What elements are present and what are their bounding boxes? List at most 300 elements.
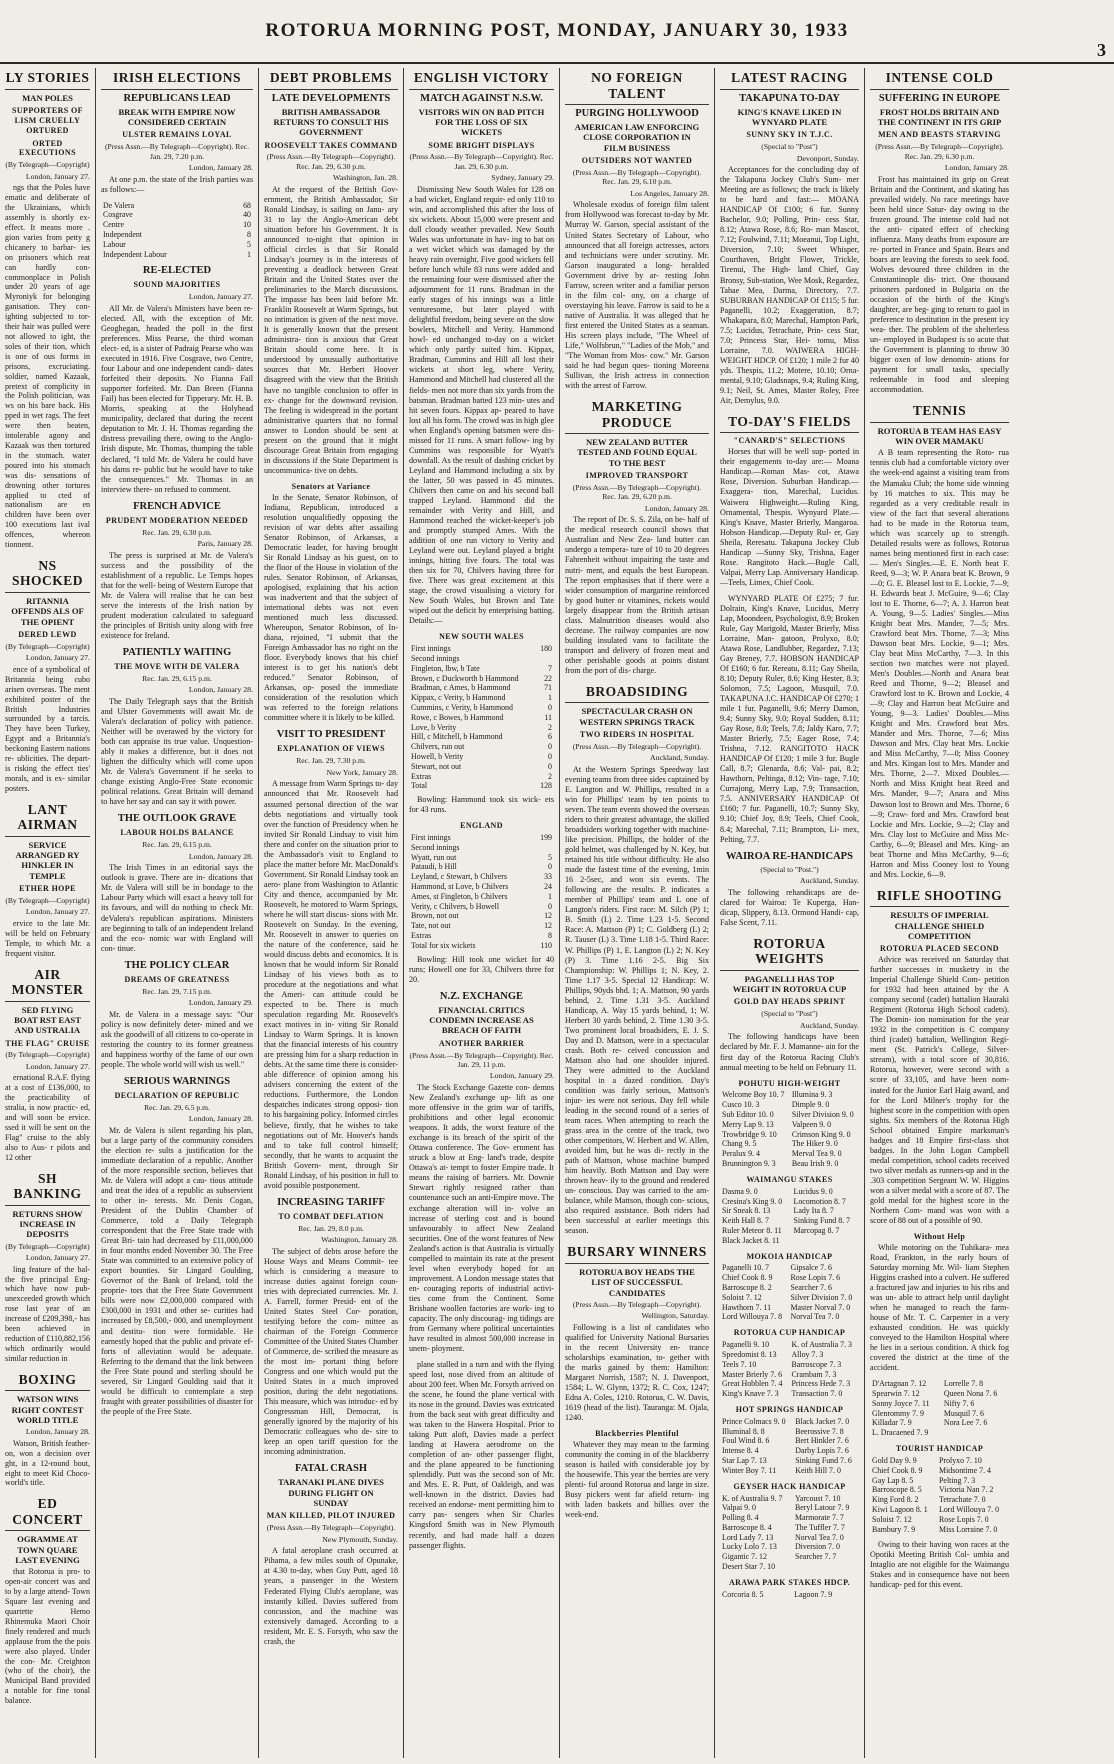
table-row: [720, 1533, 859, 1543]
article: [101, 501, 253, 641]
subheadline: WAIROA RE-HANDICAPS: [726, 850, 853, 862]
table-cell: Teels 7. 10: [722, 1359, 757, 1369]
article-body: All Mr. de Valera's Ministers have been re-elected. All, with the exception of Mr. Geoghegan, headed the poll in the first preferences. Miss Pearse, the third woman elect- ed, is a sister of Padraig Pearse who was executed in 1916. Five Cosgrave, two Centre, four Labour and one independent candi- dates forfeited their deposits. No Fianna Fail supporter forfeited. Mr. Dan Breen (Fianna Fail) has been elected for Tipperary. Mr. H. B. Morris, speaking at the Holyhead municipality, declared that during the recent deputation to Mr. J. H. Thomas regarding the distress prevailing there, owing to the Anglo- Irish dispute, Mr. Thomas, thumping the table declared, "I told Mr. de Valera he could have his dams re- public but he would have to take the consequences." Mr. Thomas in an interview there- on refused to comment.: [101, 304, 253, 494]
article-body: Wholesale exodus of foreign film talent from Hollywood was forecast to-day by Mr. Murray W. Garson, special assistant of the United States Secretary of Labour, who announced that all foreign actresses, actors and technicians were under scrutiny. Mr. Garson inaugurated a long- heralded Government drive by ar- resting John Farrow, screen writer and a familiar person in the film col- ony, on a charge of overstaying his leave. Farrow is said to be a native of Australia. It was alleged that he first entered the United States as a seaman. His screen plays include, "The Wheel of Life," Wolfsbrun," "Ladies of the Mob," and "The Woman from Mos- cow." Mr. Garson said he had begun ques- tioning Moreena Sullivan, the Irish actress in connection with the arrest of Farrow.: [565, 200, 709, 390]
subheadline: RE-ELECTED: [142, 265, 212, 277]
table-cell: Second innings: [411, 653, 460, 663]
table-cell: Silver Division 7. 0: [790, 1292, 853, 1302]
table-row: [870, 1476, 1009, 1486]
section-label: NEW SOUTH WALES: [439, 632, 524, 642]
table-cell: Howell, b Verity: [411, 751, 464, 761]
article: [5, 1169, 90, 1364]
table-cell: Transaction 7. 0: [791, 1389, 843, 1399]
table-cell: Barroscope 8. 2: [722, 1283, 772, 1293]
headline: NS SHOCKED: [5, 556, 90, 593]
article: [264, 1463, 398, 1646]
table-cell: Beau Irish 9. 0: [791, 1159, 839, 1169]
table-row: [101, 240, 253, 250]
table-row: [870, 1399, 1009, 1409]
table-row: [720, 1149, 859, 1159]
article-body: Frost has maintained its grip on Great Britain and the Continent, and skating has prevailed widely. No race meetings have been held since Satur- day owing to the frozen ground. The intense cold had not the anti- cipated effect of checking influenza. Many deaths from exposure are re- ported in France and Spain. Bears and boars are leaving the forests to seek food. Wolves devoured three children in the Constantinople dis- trict. One thousand prisoners pardoned in Bulgaria on the occasion of the birth of the King's daughter, are beg- ging to return to gaol in preference to destitution in the present icy wea- ther. The problem of the shelterless un- employed in Budapest is so acute that the Government is planning to throw 30 bigger oxen of low denomin- ations for payment for small tasks, specially redeemable in food and sleeping accommodation.: [870, 174, 1009, 395]
table-row: [720, 1446, 859, 1456]
dateline: London, January 27.: [188, 292, 253, 302]
table-cell: Merval Tea 9. 0: [791, 1149, 842, 1159]
table-row: [720, 1427, 859, 1437]
table-cell: Keith Hall 8. 7: [722, 1216, 769, 1226]
table-cell: The Hiker 9. 0: [791, 1139, 838, 1149]
article: [264, 1197, 398, 1458]
table-row: [409, 772, 554, 782]
table-cell: Kiwi Lagoon 8. 1: [872, 1504, 928, 1514]
table-row: [870, 1485, 1009, 1495]
article-body: A B team representing the Roto- rua tennis club had a comfortable victory over the week-end against a visiting team from the Mamaku Club; the home side winning by 16 matches to six. This may be regarded as a very creditable result in view of the fact that several alterations had to be made in the Rotorua team, which was scarcely up to strength. Detailed results were as follows, Rotorua names being mentioned first in each case:— Men's Singles.—E. E. North beat F. Reed, 9—3; W. P. Anara beat K. Brown, 9—0; G. E. Bleasel lost to E. Lockie, 7—9; H. Edwards beat J. McGuire, 9—6; Clay lost to E. Thorne, 6—7; A. J. Harron beat A. Young, 9—5. Ladies' Singles.—Miss Knight beat Mrs. Mander, 7—5; Mrs. Crawford beat Mrs. Thorne, 7—3; Miss Dawson beat Mrs. Lockie, 9—1; Mrs. Clay beat Miss McCarthy, 7—3. In this section two matches were not played. Men's Doubles.—North and Anara beat Reed and Thorne, 9—2; Bleasel and Crawford lost to K. Brown and Lockie, 4—9; Clay and Harron beat McGuire and Young, 9—3. Ladies' Doubles.—Miss Knight and Mrs. Crawford beat Mrs. Mander and Mrs. Thorne, 7—6; Miss Dawson and Mrs. Clay beat Mrs. Lockie and Miss McCarthy, 7—0; Miss Cooney and Mrs. Kingan lost to Mrs. Mander and Mrs. Thorne, 2—7. Mixed Doubles.—North and Miss Knight beat Reed and Mrs. Mander, 9—7; Anara and Miss Dawson lost to Brown and Mrs. Thorne, 6—9; Craw- ford and Mrs. Crawford beat Lockie and Mrs. Lockie, 9—2; Clay and Mrs. Clay lost to McGuire and Miss Mc- Carthy, 6—9; Bleasel and Mrs. King- an beat Thorne and Miss McCarthy, 9—6; Harron and Miss Cooney lost to Young and Mrs. Lockie, 6—9.: [870, 448, 1009, 879]
table-row: [101, 220, 253, 230]
table-row: [870, 1495, 1009, 1505]
column-6: [864, 68, 1014, 1758]
table-row: [720, 1130, 859, 1140]
dateline-source: Rec. Jan. 29, 6.15 p.m.: [142, 840, 212, 850]
table-row: [720, 1503, 859, 1513]
subheadline: REPUBLICANS LEAD: [123, 92, 231, 104]
dateline-source: Rec. Jan. 29, 6.5 p.m.: [144, 1102, 210, 1112]
table-cell: Killadar 7. 9: [872, 1418, 912, 1428]
table-row: [870, 1379, 1009, 1389]
table-cell: Valpeen 9. 0: [791, 1119, 832, 1129]
dateline: London, January 28.: [944, 162, 1009, 172]
table-cell: Leyland, c Stewart, b Chilvers: [411, 872, 507, 882]
headline: MARKETING PRODUCE: [565, 397, 709, 434]
dateline: New Plymouth, Sunday.: [322, 1534, 398, 1544]
article-body: ling feature of the bal- the five principal Eng- which have now pub- unexceeded growth which rose last year of an increase of £209,398,- has been achieved in reduction of £110,882,156 which ordinarily would similar reduction in: [5, 1264, 90, 1363]
table-cell: Corcoria 8. 5: [722, 1589, 764, 1599]
section-label: ORTED EXECUTIONS: [19, 138, 76, 158]
table-cell: Independent Labour: [103, 249, 167, 259]
section-label: DERED LEWD: [18, 629, 77, 639]
dateline-source: (Press Assn.—By Telegraph—Copyright).: [572, 1299, 702, 1309]
table-cell: Illuminal 8. 8: [722, 1426, 765, 1436]
results-table: [720, 1263, 859, 1322]
table-cell: [534, 843, 554, 853]
article: [720, 1079, 859, 1169]
table-cell: Keith Hill 7. 0: [795, 1465, 841, 1475]
article-body: While motoring on the Tuhikara- mea Road, Frankton, in the early hours of Saturday morning Mr. Wil- liam Stephen Higgins crashed into a culvert. He suffered a fractured jaw and injuries to his ribs and was un- able to attract help until daylight when he managed to reach the farm- house of Mr. T. C. Carpenter in a very exhausted condition. He was quickly conveyed to the Hamilton Hospital where he lies in a serious condition. A thick fog covered the district at the time of the accident.: [870, 1242, 1009, 1373]
table-cell: Marcopag 8. 7: [793, 1225, 840, 1235]
dateline: Washington, Jan. 28.: [333, 173, 398, 183]
table-cell: 2: [548, 722, 552, 732]
article: [720, 851, 859, 928]
article-body: At the request of the British Gov- ernment, the British Ambassador, Sir Ronald Lindsay, is sailing on Janu- ary 31 to lay the Anglo-American debt situation before his Government. It is announced to-night that opinion in official circles is that Sir Ronald Lindsay's journey is in the interests of preventing a deadlock between Great Britain and the United States over the preliminaries to the March discussions. The impasse has been laid before Mr. Franklin Roosevelt at Warm Springs, but no intimation is given of the next move. It is generally known that the present administra- tion is anxious that Great Britain should come here. It is understood by unusually authoritative sources that Mr. Herbert Hoover disagreed with the view that the British have no tangible conclusion to offer in ex- change for the downward revision. The feeling is widespread in the portant administrative quarters that no formal answer to London should be sent at present on the ground that it might discourage Great Britain from engaging in discussions if the State Department is uncommunica- tive on debts.: [264, 184, 398, 475]
dateline-source: Rec. Jan. 29, 7.30 p.m.: [296, 756, 366, 766]
section-label: THE FLAG" CRUISE: [5, 1038, 90, 1048]
table-cell: Master Brierly 7. 6: [722, 1369, 783, 1379]
article-body: The following rehandicaps are de- clared for Wairoa: Te Kuperga, Han- dicap, Slippery, 8.13. Ormond Handi- cap, False Scent, 7.11.: [720, 887, 859, 927]
section-label: SOME BRIGHT DISPLAYS: [428, 140, 535, 150]
table-cell: Brown, not out: [411, 911, 459, 921]
table-cell: 199: [540, 833, 552, 843]
dateline: London, January 27.: [25, 653, 90, 663]
headline-deck: FROST HOLDS BRITAIN AND THE CONTINENT IN ITS GRIP: [877, 106, 1002, 127]
column-5: [714, 68, 864, 1758]
section-label: SOUND MAJORITIES: [133, 280, 221, 290]
table-cell: Barroscope 8. 5: [872, 1485, 922, 1495]
section-label: MOKOIA HANDICAP: [746, 1251, 833, 1261]
table-cell: Gay Lap 8. 5: [872, 1475, 914, 1485]
article-body: Owing to their having won races at the Opotiki Meeting British Col- umbia and Intaglio are not eligible for the Waimangu Stakes and in consequence have not been handicap- ped for this event.: [870, 1540, 1009, 1590]
table-row: [870, 1515, 1009, 1525]
article: [264, 68, 398, 476]
table-row: [720, 1206, 859, 1216]
table-cell: Black Jacket 8. 11: [722, 1235, 780, 1245]
dateline: London, January 27.: [25, 907, 90, 917]
table-cell: Pelting 7. 3: [939, 1475, 976, 1485]
table-cell: Ames, st Fingleton, b Chilvers: [411, 891, 508, 901]
table-cell: Verity, c Chilvers, b Howell: [411, 901, 500, 911]
table-cell: Hawthorn 7. 11: [722, 1302, 772, 1312]
headline: INTENSE COLD: [870, 68, 1009, 90]
article: [870, 1232, 1009, 1373]
table-cell: Trowbridge 9. 10: [722, 1129, 777, 1139]
results-table: [870, 1379, 1009, 1438]
table-cell: Hammond, st Love, b Chilvers: [411, 882, 509, 892]
table-cell: Merry Lap 9. 13: [722, 1119, 774, 1129]
article-body: A fatal aeroplane crash occurred at Pihama, a few miles south of Opunake, at 4.30 to-day, when Guy Putt, aged 18 years, a passenger in the Western Federated Flying Club's aeroplane, was instantly killed. Davies suffered from concussion, and the machine was extensively damaged. According to a resident, Mr. E. S. Forsyth, who saw the crash, the: [264, 1546, 398, 1646]
table-cell: Kippax, c Verity, b Hammond: [411, 693, 506, 703]
dateline-source: (Special to "Post."): [760, 864, 819, 874]
table-row: [409, 713, 554, 723]
table-row: [720, 1273, 859, 1283]
dateline-source: (Press Assn.—By Telegraph—Copyright). Rec. Jan. 29, 11 p.m.: [409, 1050, 554, 1070]
table-cell: 8: [247, 230, 251, 240]
section-label: SUNNY SKY IN T.J.C.: [746, 130, 833, 140]
section-label: DREAMS OF GREATNESS: [124, 974, 230, 984]
table-row: [720, 1283, 859, 1293]
section-label: TO COMBAT DEFLATION: [278, 1211, 384, 1221]
article: [264, 482, 398, 724]
table-cell: D'Artagnan 7. 12: [872, 1379, 927, 1389]
table-cell: Searcher 7. 6: [790, 1283, 832, 1293]
column-2: [258, 68, 403, 1758]
table-cell: Locomotion 8. 7: [793, 1196, 846, 1206]
headline-deck: OGRAMME AT TOWN QUARE LAST EVENING: [15, 1534, 80, 1566]
headline-deck: VISITORS WIN ON BAD PITCH FOR THE LOSS OF SIX WICKETS: [418, 106, 545, 138]
section-label: "CANARD'S" SELECTIONS: [733, 436, 846, 446]
headline: LATEST RACING: [720, 68, 859, 90]
headline-deck: ROTORUA B TEAM HAS EASY WIN OVER MAMAKU: [877, 425, 1002, 447]
table-cell: Chilvers, run out: [411, 742, 465, 752]
table-cell: Brunnington 9. 3: [722, 1159, 776, 1169]
table-cell: Alloy 7. 3: [791, 1349, 824, 1359]
table-cell: Rowe, c Bowes, b Hammond: [411, 712, 504, 722]
table-row: [409, 664, 554, 674]
headline-deck: MAN POLES: [22, 92, 73, 103]
headline: BURSARY WINNERS: [565, 1242, 709, 1264]
dateline-source: (Special to "Post"): [761, 142, 818, 152]
table-cell: Cresina's King 9. 0: [722, 1196, 783, 1206]
table-cell: Norval Tea 7. 0: [794, 1532, 844, 1542]
table-cell: Cusco 10. 3: [722, 1100, 760, 1110]
dateline: Auckland, Sunday.: [799, 876, 859, 886]
table-cell: Second innings: [411, 842, 460, 852]
table-cell: 71: [544, 683, 552, 693]
table-row: [720, 1216, 859, 1226]
article-body: At one p.m. the state of the Irish parties was as follows:—: [101, 174, 253, 194]
table-cell: Hill, c Mitchell, b Hammond: [411, 732, 503, 742]
table-row: [409, 941, 554, 951]
table-cell: Sinking Fund 8. 7: [793, 1216, 851, 1226]
subheadline: PURGING HOLLYWOOD: [575, 108, 699, 120]
article: [720, 68, 859, 406]
table-cell: Lagoon 7. 9: [794, 1589, 833, 1599]
table-row: [409, 911, 554, 921]
table-row: [720, 1542, 859, 1552]
section-label: POHUTU HIGH-WEIGHT: [738, 1078, 841, 1088]
table-cell: 128: [540, 781, 552, 791]
headline: AIR MONSTER: [5, 965, 90, 1002]
table-cell: De Valera: [103, 200, 135, 210]
results-table: [720, 1187, 859, 1246]
table-row: [101, 210, 253, 220]
results-table: [720, 1417, 859, 1476]
table-row: [870, 1456, 1009, 1466]
table-cell: [536, 654, 554, 664]
table-row: [409, 693, 554, 703]
article-body: plane stalled in a turn and with the flying speed lost, nose dived from an altitude of about 200 feet. When Mr. Forsyth arrived on the scene, he found the plane vertical with its nose in the ground. Davies was extricated from the back seat with great difficulty and was taken to the Hawera Hospital. Prior to taking Putt aloft, Davies made a perfect landing at Hawera aerodrome on the completion of an- other passenger flight, and the plane appeared to be functioning splendidly. Putt was the second son of Mr. and Mrs. E. R. Putt, of Oakleigh, and was well-known in the district. Davies had received an endorse- ment permitting him to carry pas- sengers when Sir Charles Kingsford Smith was in New Plymouth recently, and had made half a dozen passenger flights.: [409, 1359, 554, 1550]
table-row: [409, 762, 554, 772]
section-label: TOURIST HANDICAP: [895, 1444, 984, 1454]
headline-deck: PAGANELLI HAS TOP WEIGHT IN ROTORUA CUP: [732, 973, 847, 995]
table-cell: Love, b Verity: [411, 722, 457, 732]
table-row: [870, 1428, 1009, 1438]
table-cell: Sinking Fund 7. 6: [795, 1456, 852, 1465]
subheadline: MATCH AGAINST N.S.W.: [420, 92, 543, 104]
dateline: London, January 27.: [25, 1061, 90, 1071]
table-cell: Chang 9. 5: [722, 1139, 757, 1149]
headline: LANT AIRMAN: [5, 800, 90, 837]
table-cell: Lucidus 9. 0: [793, 1186, 833, 1196]
article-body: Acceptances for the concluding day of the Takapuna Jockey Club's Sum- mer Meeting are as follows; the track is likely to be hard and fast:— MOANA HANDICAP Of £100; 6 fur. Sunny Bachelor, 9.0; Polling, Prin- cess Star, 8.12; Atawa Rose, 8.6; Ro- man Mascot, 7.12; Foulwind, 7.11; Moeanui, Top Light, Diversion, 7.10; Sweet Whisper, Courthaven, Bright Flower, Trickle, Tirenui, The High- land Chief, Gay Bronsy, Sub-station, Wee Mosk, Regardez, Tahae Mea, Darma, Directory, 7.7. SUBURBAN HANDICAP Of £115; 5 fur. Paganelli, 10.2; Exaggeration, 8.7; Whakapara, 8.0; Marechal, Hampton Park, 7.5; Lucidus, Tetrachate, Prin- cess Star, 7.0; Princess Star, Hei- tomu, Miss Lorraine, 7.0. WAIWERA HIGH-WEIGHT HDCP. Of £120; 1 mile 2 fur 40 yds. Thespis, 11.2; Motere, 10.10; Orna- mental, 9.10; Gladsnaps, 9.4; Ruling King, 9.1; Neil, St. Ames, Master Roley, Free Air, Demylus, 9.0.: [720, 165, 859, 405]
dateline-source: (Press Assn.—By Telegraph—Copyright). Rec. Jan. 29, 6.30 p.m.: [875, 142, 1004, 161]
table-cell: First innings: [411, 833, 451, 843]
table-cell: 0: [548, 761, 552, 771]
table-cell: Soloist 7. 12: [722, 1292, 762, 1302]
article: [101, 1076, 253, 1417]
table-cell: 24: [544, 882, 552, 892]
table-cell: 0: [548, 862, 552, 872]
headline-deck: TARANAKI PLANE DIVES DURING FLIGHT ON SUNDAY: [278, 1477, 384, 1509]
article: [565, 397, 709, 676]
article-body: At the Western Springs Speedway last evening teams from three sides captained by E. Langton and W. Phillips, resulted in a win for Phillips' team by ten points to seven. The team events showed the overseas riders to their greatest advantage, the skilled broadsiders working together with machine-like precision. Phillips, the holder of the gold helmet, was challenged by N. Key, but retained his title without difficulty. He also made the fastest time of the evening, 1min 16 2-5sec, and won six events. The following are the results. P. indicates a member of Phillips' team and L one of Langton's riders. First race: M. Silch (P) 1; B. Smith (L) 2. Time 1.23 1-5. Second Race: A. Mattson (P) 1; C. Goldberg (L) 2; R. Tauser (L) 3. Time 1.18 1-5. Third Race: W. Phillips (P) 1, E. Langton (L) 2; N. Key (P) 3. Time 1.16 2-5. Big Six Championship: W. Phillips 1; N. Key, 2. Time 1.17 3-5. Special 12 Handicap: W. Phillips, 90yds bhd. 1; A. Mattson, 90 yards behind, 2. Time 1.31 3-5. Auckland Handicap, A. Way 15 yards behind, 1; W. Herbert 30 yards behind, 2. Time 1.30 3-5. Two prominent local broadsiders, E. J. S. Day and D. Mattson, were in a spectacular crash. Both re- ceived concussion and Mattson also had one shoulder injured. They were admitted to the Auckland hospital in a dazed condition. Day's condition was fairly serious, Mattson's injur- ies were not serious. Day fell while leading in the second round of a series of team races. When attempting to reach the grass area in the centre of the track, two other competitors, W. Herbert and W. Allen, avoided him, but he was di- rectly in the path of Mattson, whose machine bumped him heavily. Both Mattson and Day were thrown heav- ily to the ground and rendered un- conscious. Day was carried to the am- bulance, while Mattson, though con- scious, also required assistance. Both riders had been successful at earlier meetings this season.: [565, 764, 709, 1236]
article: [870, 1379, 1009, 1438]
section-label: TWO RIDERS IN HOSPITAL: [579, 729, 695, 739]
section-label: Blackberries Plentiful: [595, 1429, 679, 1439]
table-cell: Chief Cook 8. 9: [722, 1273, 773, 1283]
table-cell: Gold Day 9. 9: [872, 1455, 917, 1465]
results-table: [870, 1456, 1009, 1534]
article: [264, 729, 398, 1190]
table-cell: Gipsalce 7. 6: [790, 1263, 832, 1273]
table-cell: Tate, not out: [411, 921, 451, 931]
headline-deck: RITANNIA OFFENDS ALS OF THE OPIENT: [11, 595, 84, 627]
dateline: London, January 29.: [489, 1071, 554, 1081]
dateline: Devonport, Sunday.: [796, 153, 859, 163]
table-cell: Lorrelle 7. 8: [943, 1379, 984, 1389]
table-cell: Master Norval 7. 0: [790, 1302, 851, 1312]
table-row: [870, 1409, 1009, 1419]
table-cell: 180: [540, 644, 552, 654]
results-table: [409, 644, 554, 791]
table-row: [720, 1466, 859, 1476]
headline: BOXING: [5, 1370, 90, 1392]
table-row: [409, 703, 554, 713]
results-table: [720, 1340, 859, 1399]
dateline: London, January 28.: [188, 1114, 253, 1124]
article: [5, 965, 90, 1163]
table-cell: Bradman, c Ames, b Hammond: [411, 683, 511, 693]
article: [101, 960, 253, 1070]
table-cell: K. of Australia 9. 7: [722, 1493, 783, 1503]
table-cell: Barroscope 7. 3: [791, 1359, 842, 1369]
table-cell: 40: [243, 210, 251, 220]
table-cell: Total for six wickets: [411, 940, 476, 950]
table-row: [409, 833, 554, 843]
headline: NO FOREIGN TALENT: [565, 68, 709, 105]
article-body: WYNYARD PLATE Of £275; 7 fur. Dolrain, King's Knave, Lucidus, Merry Lap, Moondeen, Psychologist, 8.9; Broken Rule, Gay Marigold, Master Brierly, Miss Lorraine, Man- gatoon, Prolyxo, 8.0; Atawa Rose, Landlubber, Regardez, 7.13; Gay Breney, 7.7. HOBSON HANDICAP Of £160; 6 fur. Rereatu, 8.11; Gay Sheila, 8.10; Deputy Ruler, 8.6; King Hester, 8.3; Solomon, 7.5; Lagoon, Musquil, 7.0. TAKAPUNA J.C. HANDICAP Of £270; 1 mile 1 fur. Paganelli, 9.6; Merry Damon, 9.4; Sunny Sky, 9.0; Royal Sudden, 8.11; Gay Rose, 8.0; Teels, 7.8; Jaldy Karo, 7.7; Master Brierly, 7.5; Eager Rose, 7.4; Trishna, 7.12. RANGITOTO HACK HANDICAP Of £120; 1 mile 3 fur. Bugle Call, 8.7; Glenarda, 8.6; Val- pai, 8.2; Hawthorn, Peltinga, 8.12; Vin- tage, 7.10; Currajong, Merry Lap, 7.9; Transaction, 7.5. ANNIVERSARY HANDICAP Of £160; 7 fur. Paganelli, 10.7; Sunny Sky, 9.10; Chief Joy, 8.9; Teels, Chief Cook, 8.4; Marechal, 7.11; Brampton, Li- mex, Pelting, 7.7.: [720, 593, 859, 844]
table-cell: Miss Lorraine 7. 0: [939, 1524, 998, 1534]
table-cell: Wyatt, run out: [411, 852, 457, 862]
dateline: Auckland, Sunday.: [799, 1020, 859, 1030]
table-cell: Crimson King 9. 0: [791, 1129, 851, 1139]
table-row: [409, 683, 554, 693]
table-cell: 0: [548, 751, 552, 761]
table-row: [720, 1110, 859, 1120]
table-cell: Norval Tea 7. 0: [790, 1312, 840, 1322]
column-1: [95, 68, 258, 1758]
table-row: [409, 732, 554, 742]
table-row: [720, 1303, 859, 1313]
headline-deck: BREAK WITH EMPIRE NOW CONSIDERED CERTAIN: [118, 106, 236, 127]
article-body: ngs that the Poles have ematic and deliberate of the Ukrainians, which assembly is shortly ex- effect. It means more . gion varies from petty g chicanery to barbar- ies on prisoners which reat can hardly con- commonplace in Polish under 20 years of age Myroniyk for belonging ganisation. They con- ighting subjected to tor- their hair was pulled were not allowed to ight, the soles of their tion, which is one of ous forms in prisons, excruciating. soldier, named Kazaak, pretext of complicity in the Polish politician, was ws on his bare back. His pped in wet rags. The feet were then beaten, intolerable agony and Kazaak was then tortured in the stomach. water poured into his stomach was dis- sensations of drowning other tortures applied to cted of nationalism are en children have been over 100 executions last ival offences, whereon tionnent.: [5, 183, 90, 550]
article-body: A message from Warm Springs to- day announced that Mr. Roosevelt had assumed personal direction of the war debts negotiations and virtually took over the function of Presidency when he invited Sir Ronald Lindsay to visit him there and confer on the situation prior to the Ambassador's visit to England to place the matter before Mr. MacDonald's Government. Sir Ronald Lindsay took an aero- plane from Washington to Atlantic City and thence, accompanied by Mr. Roosevelt, he motored to Warm Springs, where he will start discus- sions with Mr. Roosevelt on Sunday. In the evening, Mr. Roosevelt in answer to queries on the nature of the conference, said he would discuss debts and economics. It is known that he would inform Sir Ronald Lindsay of his views both as to procedure at the negotiations and what the Ameri- can attitude could be expected to be. There is much speculation regarding Mr. Roosevelt's exact motives in in- viting Sir Ronald Lindsay to Warm Springs. It is known that the financial interests of his country are pressing him for a sharp reduction in debts. At the same time there is consider- able difference of opinion among his advisers concerning the extent of the reductions. Furthermore, the London despatches indicates strong opposi- tion to his bargaining policy. Informed circles believe, firstly, that he wishes to take negotiations out of Mr. Hoover's hands and to take full control himself; secondly, that he wants to acquaint the British Govern- ment, through Sir Ronald Lindsay, of his position in full to avoid possible postponement.: [264, 779, 398, 1190]
section-label: GEYSER HACK HANDICAP: [733, 1481, 846, 1491]
headline-deck: NEW ZEALAND BUTTER TESTED AND FOUND EQUAL TO THE BEST: [577, 437, 697, 468]
table-row: [409, 742, 554, 752]
table-cell: Sub Editor 10. 0: [722, 1110, 774, 1120]
article: [5, 556, 90, 794]
table-cell: Centre: [103, 220, 125, 230]
column-3: [403, 68, 559, 1758]
headline: IRISH ELECTIONS: [101, 68, 253, 90]
table-row: [720, 1389, 859, 1399]
article-body: The Daily Telegraph says that the British and Ulster Governments will await Mr. de Valera's declaration of policy with patience. Neither will be overawed by the victory for both can appraise its true value. Unquestion- ably it makes a difference, but it does not lighten the difficulty which will come upon Mr. de Valera's Government if he seeks to change existing Anglo-Free State economic political relations. Great Britain will demand to have her say and can say it with power.: [101, 696, 253, 807]
table-cell: Speedomist 8. 13: [722, 1349, 777, 1359]
table-cell: Prolyxo 7. 10: [939, 1455, 982, 1465]
dateline: Auckland, Sunday.: [649, 753, 709, 763]
subheadline: SUFFERING IN EUROPE: [878, 92, 1001, 104]
column-0: [0, 68, 95, 1758]
dateline: London, January 28.: [644, 503, 709, 513]
table-row: [409, 843, 554, 853]
dateline-source: (Press Assn.—By Telegraph—Copyright). Rec. Jan. 29, 6.20 p.m.: [572, 482, 702, 502]
article: [720, 1405, 859, 1476]
section-label: GOLD DAY HEADS SPRINT: [733, 997, 846, 1007]
table-cell: Extras: [411, 771, 432, 781]
table-cell: First innings: [411, 644, 451, 654]
table-cell: [792, 1236, 860, 1246]
table-cell: Labour: [103, 239, 126, 249]
article: [5, 1494, 90, 1706]
article: [870, 401, 1009, 879]
section-label: ROTORUA CUP HANDICAP: [733, 1328, 846, 1338]
article: [565, 682, 709, 1237]
dateline: London, January 28.: [25, 1427, 90, 1437]
headline: RIFLE SHOOTING: [870, 886, 1009, 908]
article: [5, 68, 90, 550]
table-note: Bowling: Hammond took six wick- ets for 43 runs.: [409, 795, 554, 815]
subheadline: FRENCH ADVICE: [133, 500, 221, 512]
table-cell: Searcher 7. 7: [794, 1552, 837, 1562]
table-cell: Queen Nona 7. 6: [943, 1389, 998, 1399]
table-cell: Ruler Meteor 8. 11: [722, 1225, 782, 1235]
table-cell: Lucky Lolo 7. 13: [722, 1542, 777, 1552]
headline-deck: SPECTACULAR CRASH ON WESTERN SPRINGS TRACK: [579, 706, 695, 727]
subheadline: VISIT TO PRESIDENT: [276, 729, 386, 741]
newspaper-columns: [0, 68, 1114, 1758]
article-body: ence of a symbolical of Britannia being cubo arisen overseas. The ment exhibited poster of the British Industries surrounded by a tarcis. They have been Turkey, Egypt and a Britannia's beckoning Eastern nations re- ublicities. The depart- is risking the effect ties' morals, and is ex- similar posters.: [5, 664, 90, 793]
table-cell: Beerossive 7. 8: [795, 1426, 844, 1436]
article-body: The Stock Exchange Gazette con- demns New Zealand's exchange up- lift as one more offensive in the grim war of tariffs, prohibitions and other legal economic weapons. It adds, the worst feature of the exchange is its breach of the spirit of the Ottawa conference. The Gov- ernment has struck a blow at Eng- land's trade, despite Ottawa's at- tempt to foster Empire trade. It means the raising of barriers. Mr. Downie Stewart rightly resigned rather than countenance such an anti-Empire move. The exchange alteration will in- volve an increase of sterling cost and is bound unfavourably to affect New Zealand securities. One of the worst features of New Zealand's action is that Australia is virtually compelled to maintain its rate at the present level when everybody hoped for an improvement. A London message states that en- couraging reports of industrial activi- ties come from the Continent. Some Brisbane woollen factories are work- ing to capacity. The only discourag- ing tidings are from Germany where political uncertainties have resulted in almost 500,000 increase in unem- ployment.: [409, 1083, 554, 1353]
article: [101, 201, 253, 260]
section-label: DECLARATION OF REPUBLIC: [114, 1090, 240, 1100]
dateline-source: (Press Assn.—By Telegraph—Copyright). Rec. Jan. 29, 7.20 p.m.: [104, 142, 250, 161]
section-label: EXPLANATION OF VIEWS: [277, 744, 385, 754]
section-label: SUPPORTERS OF LISM CRUELLY ORTURED: [12, 105, 83, 135]
headline: ROTORUA WEIGHTS: [720, 934, 859, 971]
table-cell: 12: [544, 921, 552, 931]
table-cell: Peralux 9. 4: [722, 1149, 760, 1159]
table-cell: 68: [243, 200, 251, 210]
table-cell: King Ford 8. 2: [872, 1495, 919, 1505]
table-cell: [793, 1562, 859, 1572]
article: [5, 800, 90, 959]
article-body: Horses that will be well sup- ported in their engagements to-day are:— Moana Handicap.—Roman Mas- cot, Atawa Rose, Diversion. Suburban Handicap.—Exaggera- tion, Marechal, Lucidus. Waiwera Highweight.—Ruling King, Ornamental, Thespis. Wynyard Plate.—King's Knave, Master Brierly, Mangaroa. Hobson Handicap.—Deputy Rul- er, Gay Sheila, Reresatu. Takapuna Jockey Club Handicap —Sunny Sky, Trishna, Eager Rose. Rangitoto Hack.—Bugle Call, Valpai, Merry Lap. Anniversary Handicap.—Teels, Limex, Chief Cook.: [720, 447, 859, 587]
subheadline: TAKAPUNA TO-DAY: [739, 92, 840, 104]
dateline: Wellington, Saturday.: [641, 1311, 709, 1321]
table-row: [101, 230, 253, 240]
table-cell: Paganelli 9. 10: [722, 1340, 770, 1350]
table-cell: 11: [544, 712, 552, 722]
article-body: The report of Dr. S. S. Zila, on be- half of the medical research council shows that Australian and New Zea- land butter can undergo a tempera- ture of 10 to 20 degrees Fahrenheit without impairing the taste and nutri- ment, and equals the best European. The report emphasises that if there were a wider consumption of margarine reinforced by good butter or vitamines, rickets would largely disappear from the British artisan class. Malnutrition diseases would also decrease. The railway companies are now building insulated vans to facilitate the transport and delivery of frozen meat and other perishable goods at points distant from the port of dis- charge.: [565, 515, 709, 675]
table-row: [409, 882, 554, 892]
section-label: Senators at Variance: [291, 481, 371, 491]
section-label: ROTORUA PLACED SECOND: [880, 944, 999, 954]
table-row: [409, 931, 554, 941]
table-cell: Winter Boy 7. 11: [722, 1465, 777, 1475]
table-cell: Lord Willouya 7. 8: [722, 1312, 783, 1322]
article: [409, 632, 554, 815]
table-cell: K. of Australia 7. 3: [791, 1340, 852, 1350]
table-row: [720, 1379, 859, 1389]
article: [101, 68, 253, 195]
article: [565, 68, 709, 391]
table-row: [720, 1263, 859, 1273]
article: [870, 1444, 1009, 1534]
table-cell: Chief Cook 8. 9: [872, 1465, 923, 1475]
table-cell: Foul Wind 8. 6: [722, 1436, 770, 1446]
table-cell: Bambury 7. 9: [872, 1524, 916, 1534]
table-cell: Star Lap 7. 13: [722, 1456, 767, 1465]
table-cell: Rose Lopis 7. 0: [939, 1514, 989, 1524]
table-row: [720, 1436, 859, 1446]
